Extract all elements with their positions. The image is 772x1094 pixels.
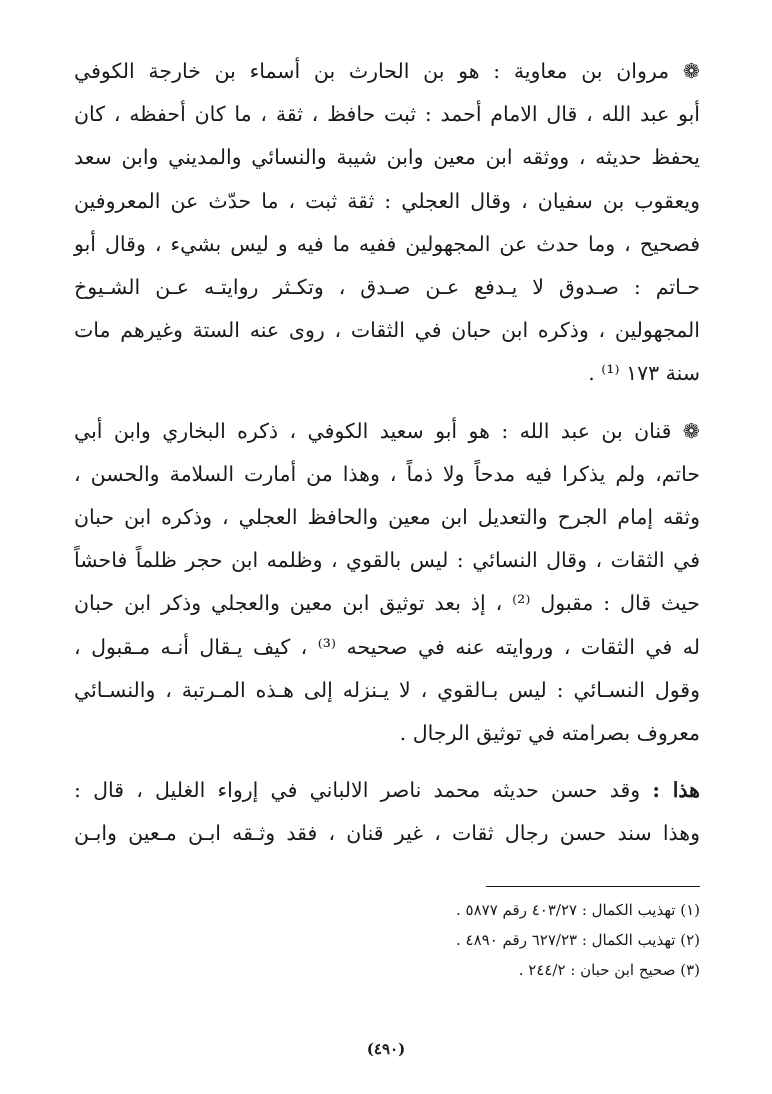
- text-fragment: وقد حسن حديثه محمد ناصر الالباني في إرواء الغليل ، قال :: [74, 778, 653, 803]
- paragraph-marwan: [74, 50, 700, 396]
- text-line: في الثقات ، وقال النسائي : ليس بالقوي ، وظلمه ابن حجر ظلماً فاحشاً: [74, 548, 700, 573]
- text-line: وهذا سند حسن رجال ثقات ، غير قنان ، فقد وثـقه ابـن مـعين وابـن: [74, 821, 700, 846]
- text-line: المجهولين ، وذكره ابن حبان في الثقات ، روى عنه الستة وغيرهم مات: [74, 318, 700, 343]
- lead-word: هذا :: [652, 778, 700, 803]
- paragraph-qinan: [74, 410, 700, 756]
- text-line: يحفظ حديثه ، ووثقه ابن معين وابن شيبة والنسائي والمديني وابن سعد: [74, 145, 700, 170]
- page-content: [74, 50, 700, 985]
- text-line: حيث قال : مقبول ⁽²⁾ ، إذ بعد توثيق ابن معين والعجلي وذكر ابن حبان: [74, 591, 700, 616]
- text-line: وقول النسـائي : ليس بـالقوي ، لا يـنزله إلى هـذه المـرتبة ، والنسـائي: [74, 677, 700, 702]
- footnote-2: (٢) تهذيب الكمال : ٦٢٧/٢٣ رقم ٤٨٩٠ .: [456, 930, 700, 949]
- footnote-1: (١) تهذيب الكمال : ٤٠٣/٢٧ رقم ٥٨٧٧ .: [456, 900, 700, 919]
- text-line: وثقه إمام الجرح والتعديل ابن معين والحافظ العجلي ، وذكره ابن حبان: [74, 505, 700, 530]
- footnotes: [74, 895, 700, 985]
- page-number: (٤٩٠): [366, 1040, 406, 1058]
- text-line: حاتم، ولم يذكرا فيه مدحاً ولا ذماً ، وهذا من أمارت السلامة والحسن ،: [74, 461, 700, 486]
- text-line: حـاتم : صـدوق لا يـدفع عـن صـدق ، وتكـثر روايتـه عـن الشـيوخ: [74, 275, 700, 300]
- footnote-separator: [486, 886, 700, 887]
- text-line: أبو عبد الله ، قال الامام أحمد : ثبت حافظ ، ثقة ، ما كان أحفظه ، كان: [74, 102, 700, 127]
- text-line: معروف بصرامته في توثيق الرجال .: [399, 721, 700, 746]
- text-line: فصحيح ، وما حدث عن المجهولين ففيه ما فيه و ليس بشيء ، وقال أبو: [74, 231, 700, 256]
- text-line: [74, 769, 700, 812]
- text-line: ❁ قنان بن عبد الله : هو أبو سعيد الكوفي ، ذكره البخاري وابن أبي: [74, 418, 700, 443]
- paragraph-albani: [74, 769, 700, 855]
- text-line: له في الثقات ، وروايته عنه في صحيحه ⁽³⁾ ، كيف يـقال أنـه مـقبول ،: [74, 634, 700, 659]
- text-line: ❁ مروان بن معاوية : هو بن الحارث بن أسماء بن خارجة الكوفي: [74, 59, 700, 83]
- footnote-3: (٣) صحيح ابن حبان : ٢٤٤/٢ .: [518, 960, 700, 979]
- text-line: سنة ١٧٣ ⁽¹⁾ .: [588, 361, 700, 386]
- text-line: ويعقوب بن سفيان ، وقال العجلي : ثقة ثبت ، ما حدّث عن المعروفين: [74, 188, 700, 213]
